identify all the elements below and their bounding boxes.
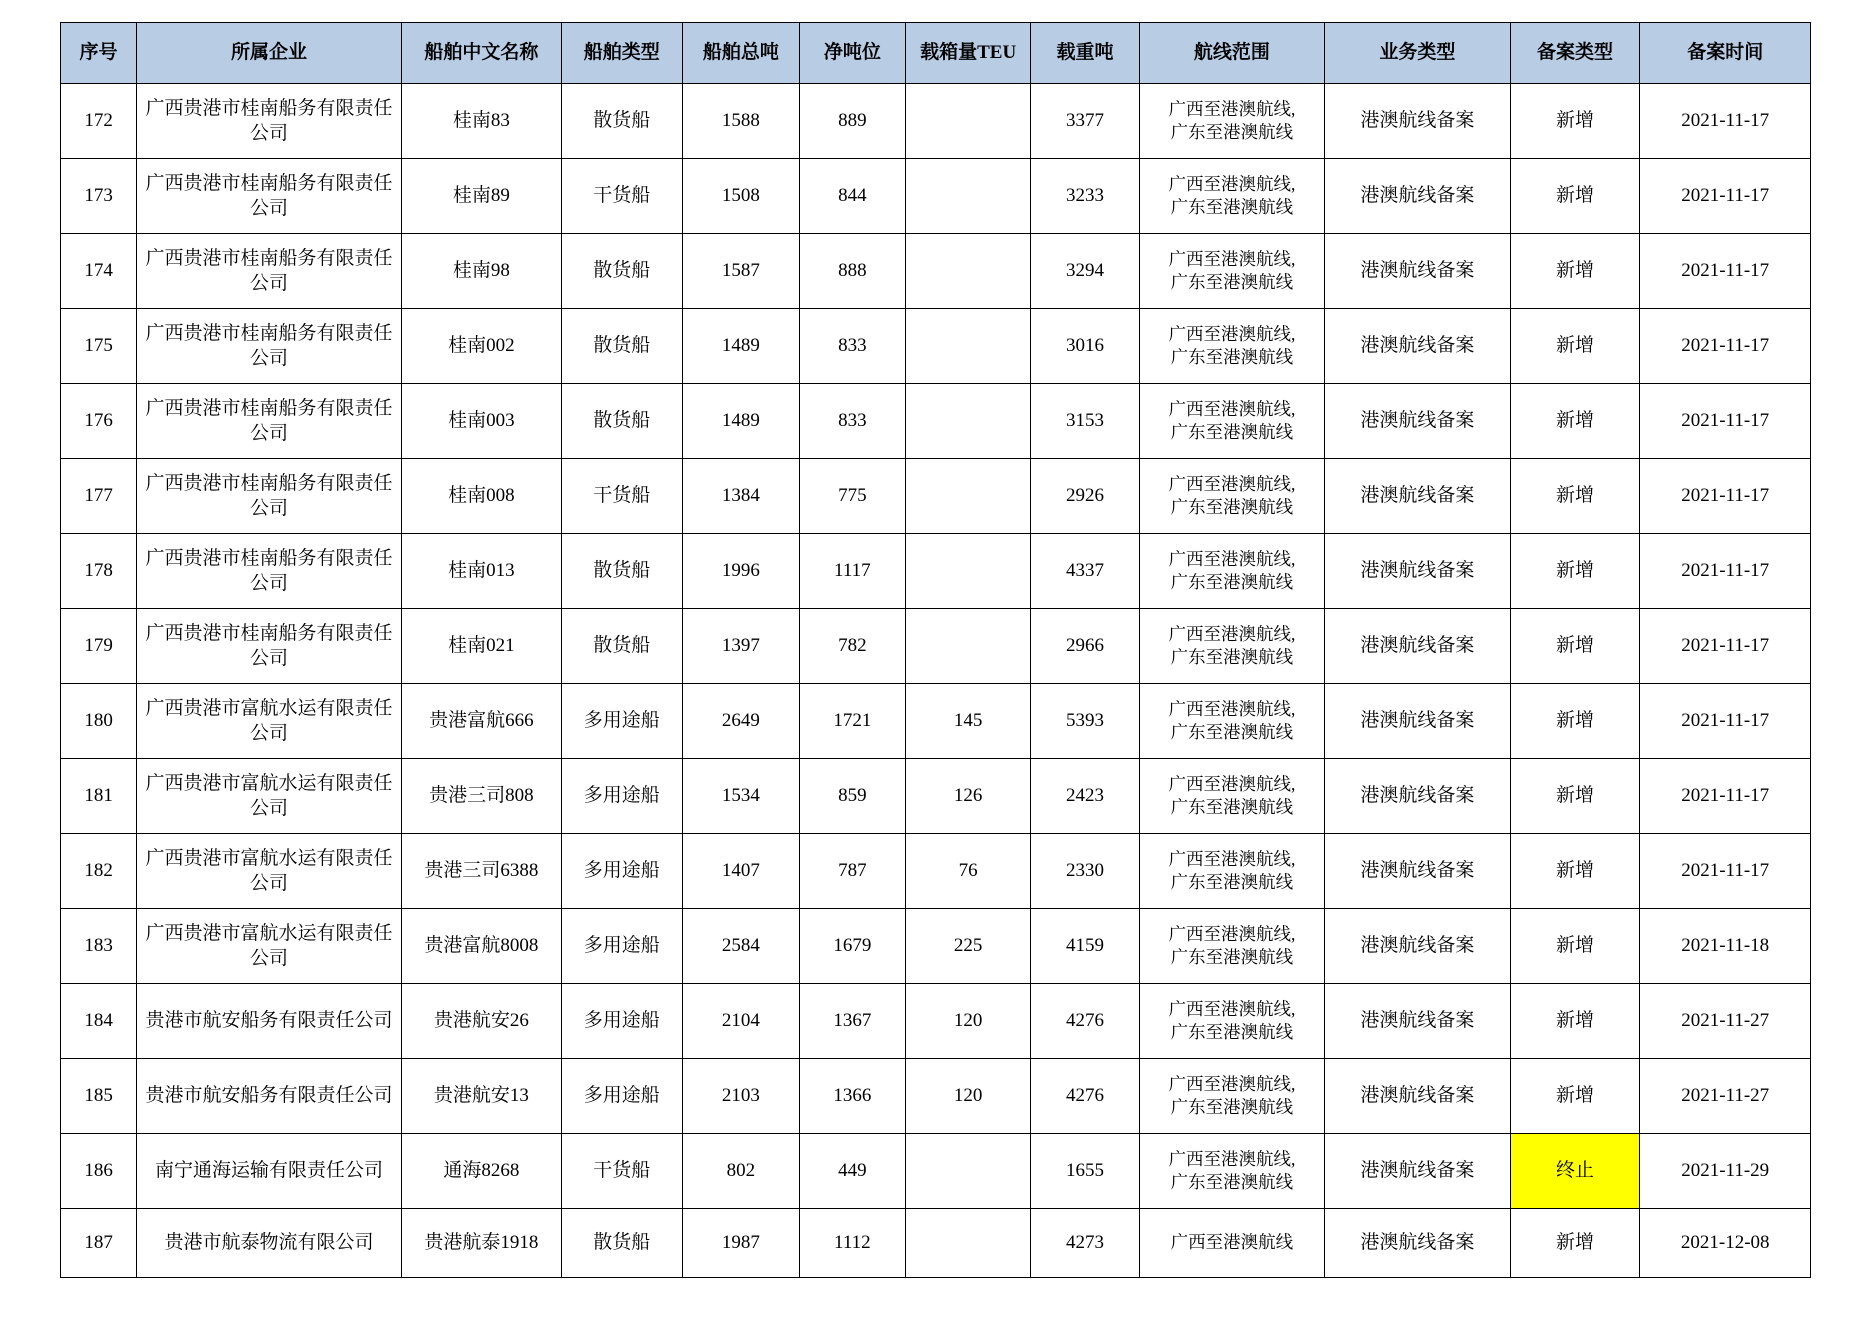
cell-deadweight: 2330 bbox=[1031, 834, 1139, 909]
cell-record-type: 新增 bbox=[1510, 759, 1640, 834]
cell-net-tonnage: 859 bbox=[799, 759, 905, 834]
table-row bbox=[61, 384, 1811, 459]
column-header-ship-type: 船舶类型 bbox=[561, 23, 682, 84]
cell-record-date: 2021-11-17 bbox=[1640, 159, 1811, 234]
cell-deadweight: 3377 bbox=[1031, 84, 1139, 159]
cell-seq: 179 bbox=[61, 609, 137, 684]
table-row bbox=[61, 834, 1811, 909]
cell-deadweight: 3233 bbox=[1031, 159, 1139, 234]
cell-seq: 184 bbox=[61, 984, 137, 1059]
route-line-2: 广东至港澳航线 bbox=[1170, 722, 1294, 742]
table-row bbox=[61, 159, 1811, 234]
cell-ship-name: 桂南013 bbox=[401, 534, 561, 609]
cell-route bbox=[1139, 984, 1325, 1059]
cell-route bbox=[1139, 459, 1325, 534]
cell-record-type: 新增 bbox=[1510, 1059, 1640, 1134]
cell-record-date: 2021-11-29 bbox=[1640, 1134, 1811, 1209]
cell-gross-tonnage: 2104 bbox=[682, 984, 799, 1059]
cell-company: 广西贵港市富航水运有限责任公司 bbox=[137, 684, 402, 759]
cell-seq: 173 bbox=[61, 159, 137, 234]
cell-record-date: 2021-11-18 bbox=[1640, 909, 1811, 984]
route-line-1: 广西至港澳航线, bbox=[1168, 1148, 1296, 1169]
cell-ship-name: 桂南003 bbox=[401, 384, 561, 459]
cell-teu bbox=[905, 234, 1030, 309]
cell-record-date: 2021-11-17 bbox=[1640, 84, 1811, 159]
table-body bbox=[61, 84, 1811, 1278]
cell-teu bbox=[905, 609, 1030, 684]
cell-business-type: 港澳航线备案 bbox=[1325, 909, 1511, 984]
route-line-2: 广东至港澳航线 bbox=[1170, 122, 1294, 142]
cell-teu bbox=[905, 534, 1030, 609]
cell-net-tonnage: 889 bbox=[799, 84, 905, 159]
cell-business-type: 港澳航线备案 bbox=[1325, 534, 1511, 609]
cell-ship-name: 贵港航泰1918 bbox=[401, 1209, 561, 1278]
cell-deadweight: 1655 bbox=[1031, 1134, 1139, 1209]
column-header-route: 航线范围 bbox=[1139, 23, 1325, 84]
route-line-2: 广东至港澳航线 bbox=[1170, 872, 1294, 892]
route-line-1: 广西至港澳航线, bbox=[1168, 698, 1296, 719]
cell-route bbox=[1139, 759, 1325, 834]
cell-net-tonnage: 888 bbox=[799, 234, 905, 309]
route-line-2: 广东至港澳航线 bbox=[1170, 1097, 1294, 1117]
column-header-net-tonnage: 净吨位 bbox=[799, 23, 905, 84]
cell-record-type: 新增 bbox=[1510, 384, 1640, 459]
cell-record-date: 2021-11-17 bbox=[1640, 609, 1811, 684]
table-header bbox=[61, 23, 1811, 84]
cell-route bbox=[1139, 909, 1325, 984]
cell-ship-name: 桂南002 bbox=[401, 309, 561, 384]
cell-teu bbox=[905, 459, 1030, 534]
cell-ship-type: 多用途船 bbox=[561, 834, 682, 909]
cell-teu: 126 bbox=[905, 759, 1030, 834]
route-line-2: 广东至港澳航线 bbox=[1170, 572, 1294, 592]
route-line-2: 广东至港澳航线 bbox=[1170, 347, 1294, 367]
table-row bbox=[61, 1134, 1811, 1209]
cell-seq: 175 bbox=[61, 309, 137, 384]
cell-teu bbox=[905, 84, 1030, 159]
cell-deadweight: 4276 bbox=[1031, 984, 1139, 1059]
cell-deadweight: 3016 bbox=[1031, 309, 1139, 384]
cell-record-type: 新增 bbox=[1510, 459, 1640, 534]
cell-gross-tonnage: 802 bbox=[682, 1134, 799, 1209]
column-header-seq: 序号 bbox=[61, 23, 137, 84]
cell-teu bbox=[905, 159, 1030, 234]
table-header-row bbox=[61, 23, 1811, 84]
cell-seq: 181 bbox=[61, 759, 137, 834]
cell-record-type: 新增 bbox=[1510, 234, 1640, 309]
cell-gross-tonnage: 1489 bbox=[682, 309, 799, 384]
cell-ship-name: 贵港航安13 bbox=[401, 1059, 561, 1134]
route-line-2: 广东至港澳航线 bbox=[1170, 497, 1294, 517]
column-header-record-type: 备案类型 bbox=[1510, 23, 1640, 84]
cell-company: 南宁通海运输有限责任公司 bbox=[137, 1134, 402, 1209]
route-line-1: 广西至港澳航线, bbox=[1168, 1073, 1296, 1094]
route-line-1: 广西至港澳航线 bbox=[1170, 1232, 1294, 1253]
cell-record-type: 新增 bbox=[1510, 909, 1640, 984]
cell-ship-name: 桂南008 bbox=[401, 459, 561, 534]
column-header-record-date: 备案时间 bbox=[1640, 23, 1811, 84]
cell-record-date: 2021-11-17 bbox=[1640, 759, 1811, 834]
column-header-company: 所属企业 bbox=[137, 23, 402, 84]
cell-record-type-highlighted: 终止 bbox=[1510, 1134, 1640, 1209]
route-line-1: 广西至港澳航线, bbox=[1168, 548, 1296, 569]
route-line-1: 广西至港澳航线, bbox=[1168, 248, 1296, 269]
cell-gross-tonnage: 1588 bbox=[682, 84, 799, 159]
cell-deadweight: 4273 bbox=[1031, 1209, 1139, 1278]
cell-ship-type: 多用途船 bbox=[561, 909, 682, 984]
column-header-ship-name: 船舶中文名称 bbox=[401, 23, 561, 84]
route-line-2: 广东至港澳航线 bbox=[1170, 797, 1294, 817]
cell-company: 广西贵港市桂南船务有限责任公司 bbox=[137, 459, 402, 534]
cell-ship-type: 散货船 bbox=[561, 309, 682, 384]
cell-seq: 178 bbox=[61, 534, 137, 609]
cell-company: 广西贵港市桂南船务有限责任公司 bbox=[137, 159, 402, 234]
cell-company: 广西贵港市桂南船务有限责任公司 bbox=[137, 309, 402, 384]
cell-deadweight: 3153 bbox=[1031, 384, 1139, 459]
cell-gross-tonnage: 1996 bbox=[682, 534, 799, 609]
cell-business-type: 港澳航线备案 bbox=[1325, 459, 1511, 534]
cell-gross-tonnage: 1534 bbox=[682, 759, 799, 834]
route-line-1: 广西至港澳航线, bbox=[1168, 323, 1296, 344]
cell-net-tonnage: 787 bbox=[799, 834, 905, 909]
route-line-1: 广西至港澳航线, bbox=[1168, 623, 1296, 644]
cell-ship-name: 通海8268 bbox=[401, 1134, 561, 1209]
table-row bbox=[61, 1209, 1811, 1278]
cell-business-type: 港澳航线备案 bbox=[1325, 759, 1511, 834]
cell-record-type: 新增 bbox=[1510, 684, 1640, 759]
table-row bbox=[61, 909, 1811, 984]
cell-ship-type: 干货船 bbox=[561, 459, 682, 534]
cell-record-date: 2021-11-17 bbox=[1640, 309, 1811, 384]
route-line-1: 广西至港澳航线, bbox=[1168, 848, 1296, 869]
cell-net-tonnage: 1117 bbox=[799, 534, 905, 609]
table-row bbox=[61, 534, 1811, 609]
table-row bbox=[61, 609, 1811, 684]
cell-deadweight: 3294 bbox=[1031, 234, 1139, 309]
cell-record-type: 新增 bbox=[1510, 309, 1640, 384]
cell-net-tonnage: 833 bbox=[799, 384, 905, 459]
cell-gross-tonnage: 1397 bbox=[682, 609, 799, 684]
cell-net-tonnage: 775 bbox=[799, 459, 905, 534]
cell-seq: 186 bbox=[61, 1134, 137, 1209]
cell-seq: 172 bbox=[61, 84, 137, 159]
cell-ship-name: 桂南89 bbox=[401, 159, 561, 234]
cell-gross-tonnage: 1407 bbox=[682, 834, 799, 909]
cell-record-date: 2021-11-17 bbox=[1640, 684, 1811, 759]
cell-teu: 76 bbox=[905, 834, 1030, 909]
cell-route bbox=[1139, 609, 1325, 684]
cell-record-type: 新增 bbox=[1510, 609, 1640, 684]
route-line-1: 广西至港澳航线, bbox=[1168, 473, 1296, 494]
cell-net-tonnage: 1366 bbox=[799, 1059, 905, 1134]
cell-gross-tonnage: 1489 bbox=[682, 384, 799, 459]
cell-gross-tonnage: 2584 bbox=[682, 909, 799, 984]
table-row bbox=[61, 234, 1811, 309]
cell-ship-type: 散货船 bbox=[561, 384, 682, 459]
cell-gross-tonnage: 1508 bbox=[682, 159, 799, 234]
cell-gross-tonnage: 1987 bbox=[682, 1209, 799, 1278]
cell-business-type: 港澳航线备案 bbox=[1325, 684, 1511, 759]
route-line-2: 广东至港澳航线 bbox=[1170, 272, 1294, 292]
route-line-1: 广西至港澳航线, bbox=[1168, 773, 1296, 794]
cell-business-type: 港澳航线备案 bbox=[1325, 1134, 1511, 1209]
cell-business-type: 港澳航线备案 bbox=[1325, 309, 1511, 384]
cell-record-date: 2021-11-17 bbox=[1640, 384, 1811, 459]
cell-business-type: 港澳航线备案 bbox=[1325, 384, 1511, 459]
cell-business-type: 港澳航线备案 bbox=[1325, 609, 1511, 684]
cell-seq: 176 bbox=[61, 384, 137, 459]
cell-route bbox=[1139, 1059, 1325, 1134]
cell-teu: 120 bbox=[905, 1059, 1030, 1134]
cell-deadweight: 2926 bbox=[1031, 459, 1139, 534]
cell-business-type: 港澳航线备案 bbox=[1325, 984, 1511, 1059]
cell-seq: 180 bbox=[61, 684, 137, 759]
cell-seq: 185 bbox=[61, 1059, 137, 1134]
cell-record-type: 新增 bbox=[1510, 834, 1640, 909]
cell-teu bbox=[905, 309, 1030, 384]
cell-ship-name: 桂南98 bbox=[401, 234, 561, 309]
cell-ship-type: 多用途船 bbox=[561, 984, 682, 1059]
cell-teu bbox=[905, 1209, 1030, 1278]
cell-teu: 145 bbox=[905, 684, 1030, 759]
route-line-2: 广东至港澳航线 bbox=[1170, 422, 1294, 442]
cell-ship-name: 贵港三司808 bbox=[401, 759, 561, 834]
cell-record-date: 2021-12-08 bbox=[1640, 1209, 1811, 1278]
cell-company: 广西贵港市桂南船务有限责任公司 bbox=[137, 84, 402, 159]
cell-net-tonnage: 1367 bbox=[799, 984, 905, 1059]
cell-ship-name: 贵港富航666 bbox=[401, 684, 561, 759]
column-header-business-type: 业务类型 bbox=[1325, 23, 1511, 84]
table-row bbox=[61, 84, 1811, 159]
column-header-teu: 载箱量TEU bbox=[905, 23, 1030, 84]
cell-ship-type: 散货船 bbox=[561, 1209, 682, 1278]
cell-ship-name: 桂南021 bbox=[401, 609, 561, 684]
cell-deadweight: 2966 bbox=[1031, 609, 1139, 684]
cell-company: 广西贵港市富航水运有限责任公司 bbox=[137, 909, 402, 984]
route-line-2: 广东至港澳航线 bbox=[1170, 1022, 1294, 1042]
cell-seq: 182 bbox=[61, 834, 137, 909]
cell-record-date: 2021-11-27 bbox=[1640, 984, 1811, 1059]
cell-ship-type: 多用途船 bbox=[561, 684, 682, 759]
cell-record-type: 新增 bbox=[1510, 159, 1640, 234]
table-row bbox=[61, 459, 1811, 534]
cell-teu bbox=[905, 1134, 1030, 1209]
cell-ship-type: 散货船 bbox=[561, 84, 682, 159]
cell-ship-name: 桂南83 bbox=[401, 84, 561, 159]
route-line-1: 广西至港澳航线, bbox=[1168, 998, 1296, 1019]
cell-seq: 174 bbox=[61, 234, 137, 309]
cell-seq: 187 bbox=[61, 1209, 137, 1278]
cell-ship-type: 干货船 bbox=[561, 1134, 682, 1209]
route-line-1: 广西至港澳航线, bbox=[1168, 173, 1296, 194]
table-row bbox=[61, 309, 1811, 384]
table-row bbox=[61, 984, 1811, 1059]
cell-net-tonnage: 782 bbox=[799, 609, 905, 684]
cell-deadweight: 4159 bbox=[1031, 909, 1139, 984]
cell-ship-name: 贵港三司6388 bbox=[401, 834, 561, 909]
cell-gross-tonnage: 1384 bbox=[682, 459, 799, 534]
cell-business-type: 港澳航线备案 bbox=[1325, 834, 1511, 909]
route-line-2: 广东至港澳航线 bbox=[1170, 1172, 1294, 1192]
cell-record-type: 新增 bbox=[1510, 984, 1640, 1059]
route-line-2: 广东至港澳航线 bbox=[1170, 197, 1294, 217]
cell-ship-type: 干货船 bbox=[561, 159, 682, 234]
cell-company: 广西贵港市桂南船务有限责任公司 bbox=[137, 234, 402, 309]
cell-teu bbox=[905, 384, 1030, 459]
cell-gross-tonnage: 2649 bbox=[682, 684, 799, 759]
cell-business-type: 港澳航线备案 bbox=[1325, 234, 1511, 309]
cell-record-date: 2021-11-17 bbox=[1640, 834, 1811, 909]
cell-business-type: 港澳航线备案 bbox=[1325, 1209, 1511, 1278]
table-row bbox=[61, 759, 1811, 834]
cell-record-type: 新增 bbox=[1510, 1209, 1640, 1278]
cell-deadweight: 4337 bbox=[1031, 534, 1139, 609]
cell-route bbox=[1139, 1209, 1325, 1278]
cell-business-type: 港澳航线备案 bbox=[1325, 84, 1511, 159]
cell-company: 贵港市航安船务有限责任公司 bbox=[137, 984, 402, 1059]
cell-record-type: 新增 bbox=[1510, 534, 1640, 609]
table-row bbox=[61, 684, 1811, 759]
cell-ship-type: 散货船 bbox=[561, 534, 682, 609]
cell-route bbox=[1139, 1134, 1325, 1209]
cell-net-tonnage: 1679 bbox=[799, 909, 905, 984]
cell-teu: 225 bbox=[905, 909, 1030, 984]
cell-route bbox=[1139, 234, 1325, 309]
cell-route bbox=[1139, 309, 1325, 384]
route-line-1: 广西至港澳航线, bbox=[1168, 923, 1296, 944]
cell-net-tonnage: 1112 bbox=[799, 1209, 905, 1278]
cell-gross-tonnage: 1587 bbox=[682, 234, 799, 309]
cell-ship-name: 贵港富航8008 bbox=[401, 909, 561, 984]
cell-company: 贵港市航安船务有限责任公司 bbox=[137, 1059, 402, 1134]
cell-net-tonnage: 1721 bbox=[799, 684, 905, 759]
cell-route bbox=[1139, 534, 1325, 609]
cell-gross-tonnage: 2103 bbox=[682, 1059, 799, 1134]
cell-business-type: 港澳航线备案 bbox=[1325, 159, 1511, 234]
cell-route bbox=[1139, 84, 1325, 159]
table-row bbox=[61, 1059, 1811, 1134]
cell-company: 贵港市航泰物流有限公司 bbox=[137, 1209, 402, 1278]
cell-company: 广西贵港市桂南船务有限责任公司 bbox=[137, 384, 402, 459]
cell-net-tonnage: 833 bbox=[799, 309, 905, 384]
cell-record-date: 2021-11-17 bbox=[1640, 534, 1811, 609]
cell-record-type: 新增 bbox=[1510, 84, 1640, 159]
cell-ship-type: 散货船 bbox=[561, 234, 682, 309]
cell-ship-type: 散货船 bbox=[561, 609, 682, 684]
cell-company: 广西贵港市桂南船务有限责任公司 bbox=[137, 609, 402, 684]
cell-seq: 177 bbox=[61, 459, 137, 534]
cell-company: 广西贵港市富航水运有限责任公司 bbox=[137, 834, 402, 909]
cell-teu: 120 bbox=[905, 984, 1030, 1059]
column-header-deadweight: 载重吨 bbox=[1031, 23, 1139, 84]
cell-ship-name: 贵港航安26 bbox=[401, 984, 561, 1059]
cell-record-date: 2021-11-17 bbox=[1640, 234, 1811, 309]
cell-company: 广西贵港市富航水运有限责任公司 bbox=[137, 759, 402, 834]
ship-record-table bbox=[60, 22, 1811, 1278]
cell-record-date: 2021-11-17 bbox=[1640, 459, 1811, 534]
route-line-2: 广东至港澳航线 bbox=[1170, 947, 1294, 967]
route-line-1: 广西至港澳航线, bbox=[1168, 98, 1296, 119]
route-line-1: 广西至港澳航线, bbox=[1168, 398, 1296, 419]
cell-business-type: 港澳航线备案 bbox=[1325, 1059, 1511, 1134]
cell-route bbox=[1139, 384, 1325, 459]
column-header-gross-tonnage: 船舶总吨 bbox=[682, 23, 799, 84]
cell-route bbox=[1139, 834, 1325, 909]
cell-deadweight: 2423 bbox=[1031, 759, 1139, 834]
cell-company: 广西贵港市桂南船务有限责任公司 bbox=[137, 534, 402, 609]
cell-net-tonnage: 844 bbox=[799, 159, 905, 234]
route-line-2: 广东至港澳航线 bbox=[1170, 647, 1294, 667]
cell-net-tonnage: 449 bbox=[799, 1134, 905, 1209]
cell-route bbox=[1139, 684, 1325, 759]
cell-deadweight: 5393 bbox=[1031, 684, 1139, 759]
cell-deadweight: 4276 bbox=[1031, 1059, 1139, 1134]
cell-record-date: 2021-11-27 bbox=[1640, 1059, 1811, 1134]
cell-seq: 183 bbox=[61, 909, 137, 984]
cell-route bbox=[1139, 159, 1325, 234]
cell-ship-type: 多用途船 bbox=[561, 1059, 682, 1134]
cell-ship-type: 多用途船 bbox=[561, 759, 682, 834]
